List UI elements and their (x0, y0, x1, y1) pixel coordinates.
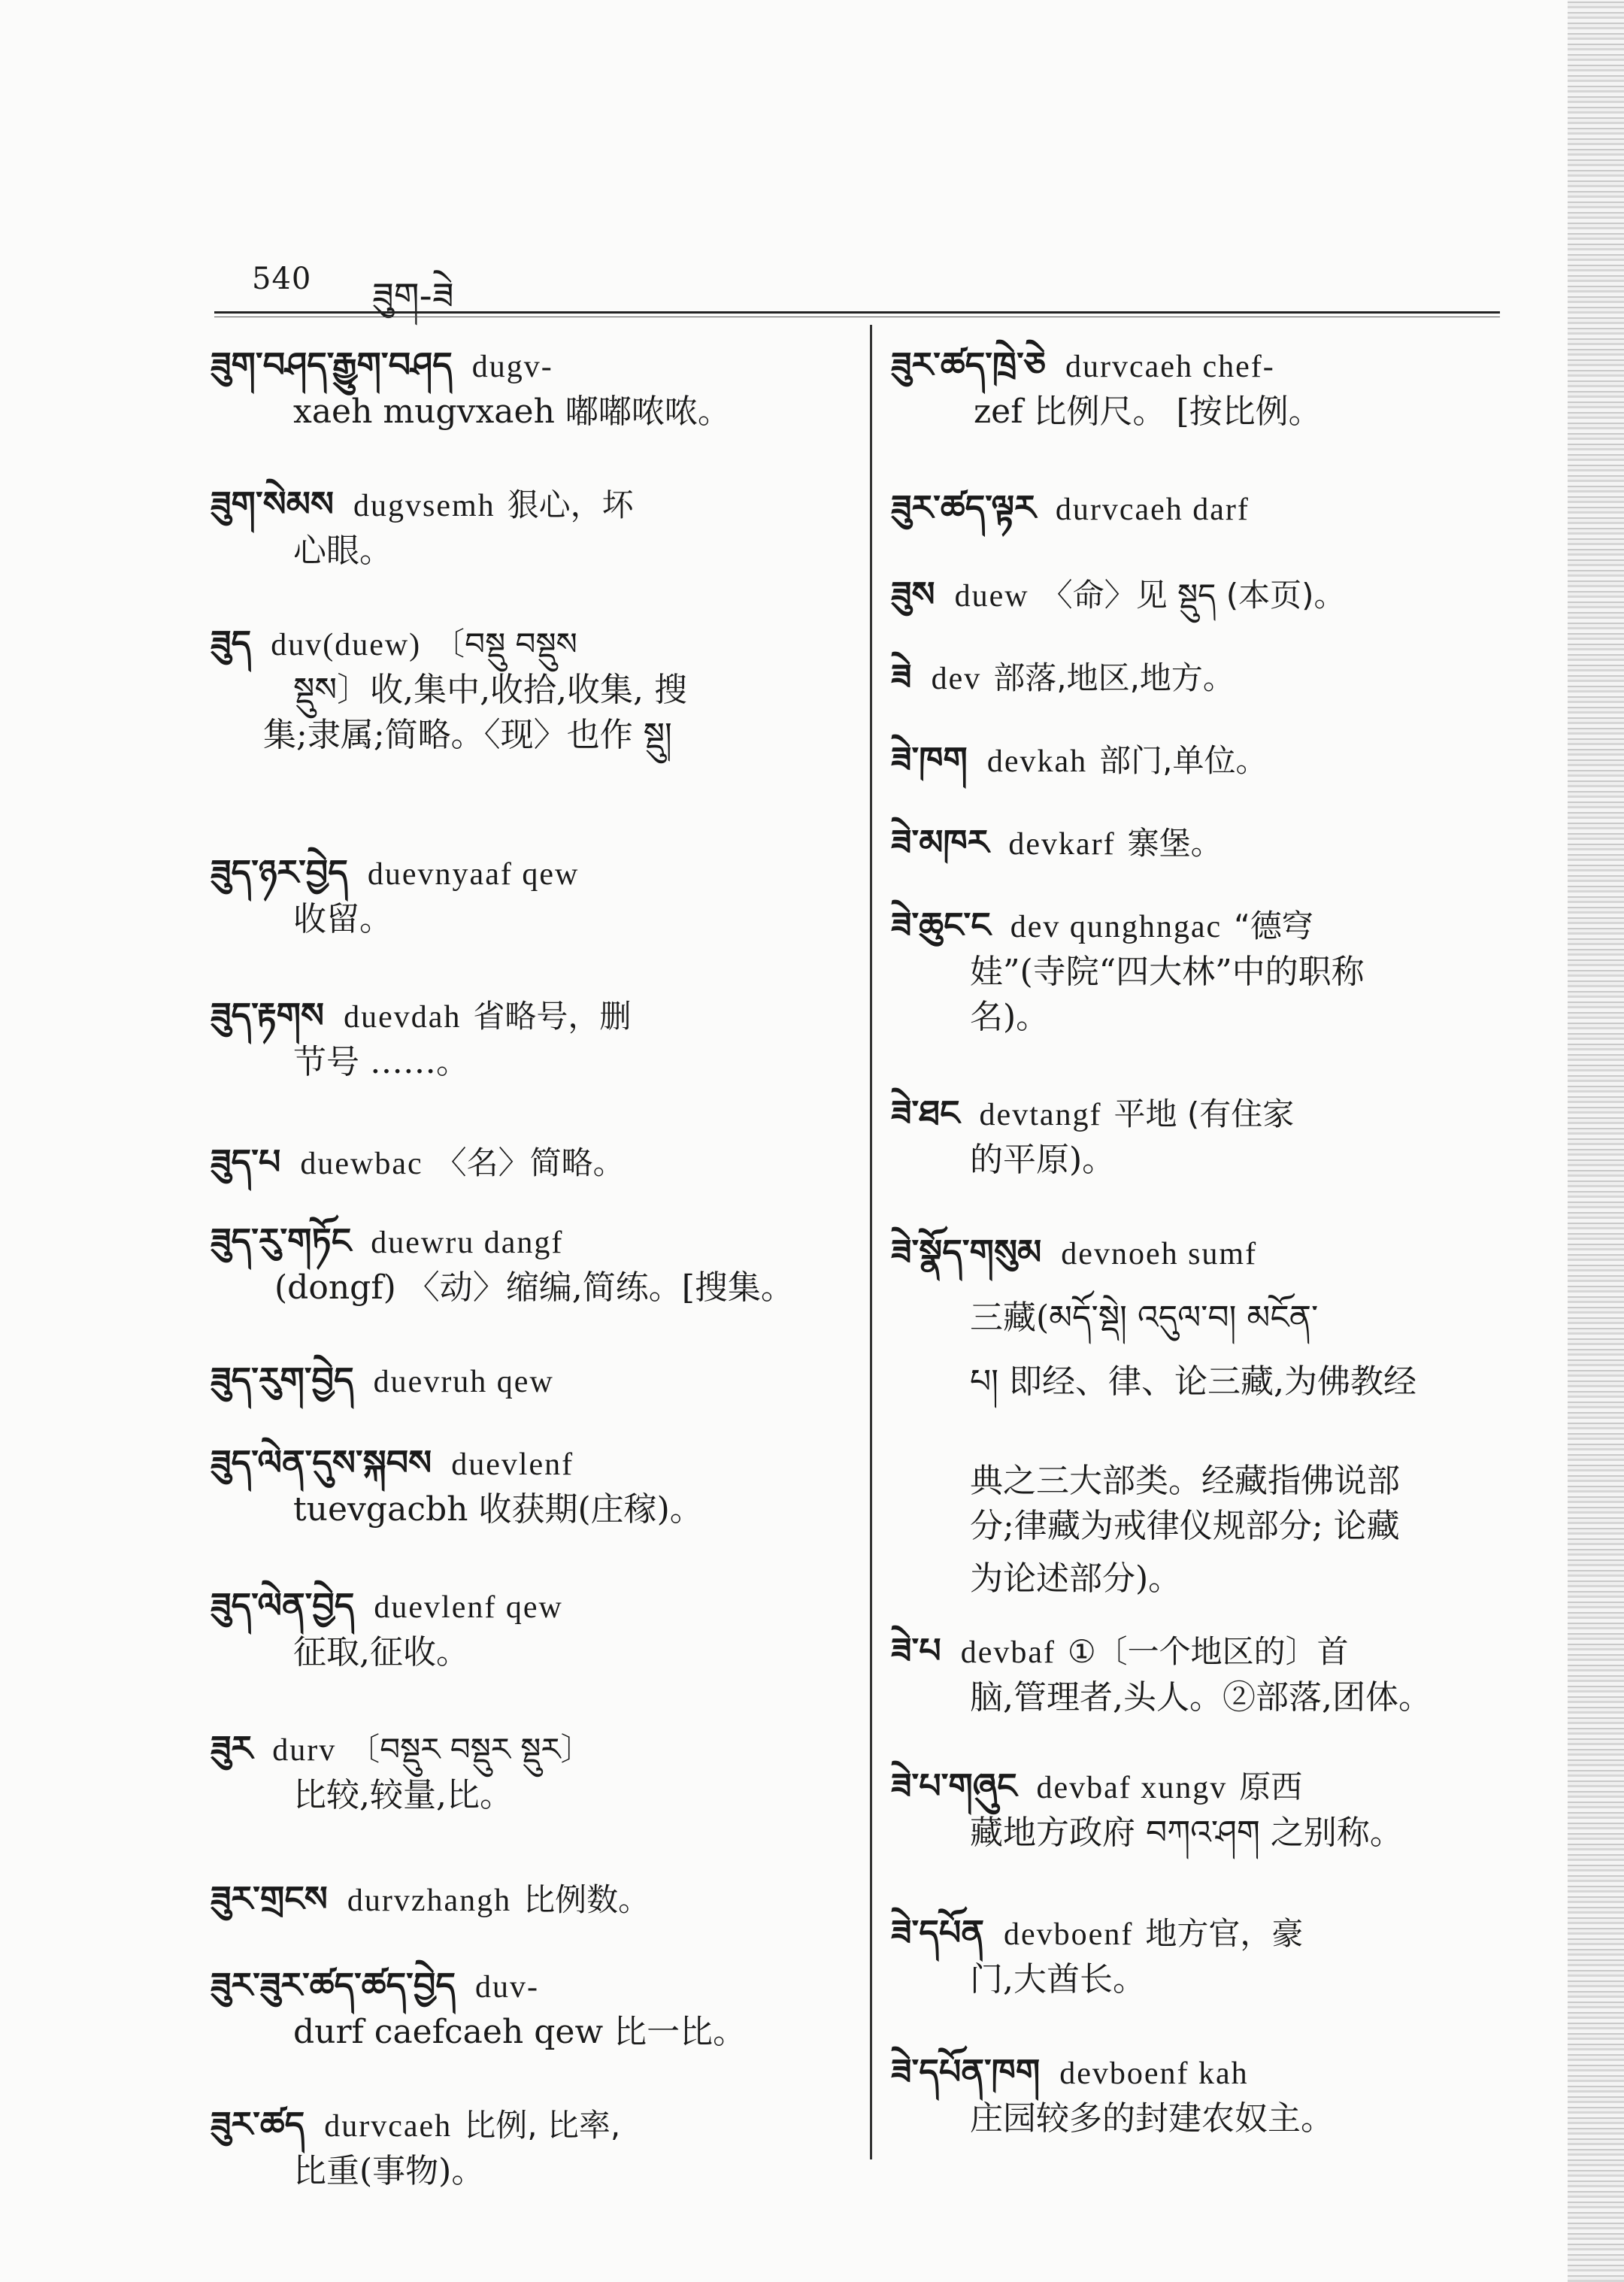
entry-romanization: devboenf kah (1059, 2056, 1249, 2091)
entry-headword: ཟུག་བཤད་རྒྱུག་བཤད (211, 344, 453, 385)
entry-definition: 寨堡。 (1127, 825, 1223, 862)
dictionary-entry (891, 902, 1515, 1040)
entry-headword: ཟེ་པ (891, 1630, 941, 1671)
entry-headword: ཟུར་ཚད་ཁྲེ་ཅེ (891, 344, 1047, 385)
entry-romanization: duevlenf (451, 1447, 574, 1482)
entry-definition: 平地 (有住家 (1113, 1096, 1295, 1132)
entry-romanization: durvzhangh (347, 1883, 512, 1918)
entry-definition: ①〔一个地区的〕首 (1067, 1633, 1349, 1670)
dictionary-entry (211, 1962, 857, 2055)
running-head: ཟུག-ཟེ (372, 275, 454, 317)
dictionary-entry (891, 1459, 1515, 1549)
entry-continuation: 名)。 (970, 998, 1050, 1036)
entry-headword: ཟེ་ཁག (891, 739, 968, 780)
dictionary-entry (891, 485, 1515, 532)
page-edge-shadow (1568, 0, 1624, 2282)
entry-headword: ཟུད་ཉར་བྱེད (211, 852, 348, 892)
dictionary-entry (891, 820, 1515, 867)
entry-continuation: 的平原)。 (970, 1141, 1116, 1179)
entry-headword: ཟེ (891, 656, 912, 697)
entry-continuation: 庄园较多的封建农奴主。 (970, 2099, 1334, 2138)
entry-romanization: devtangf (979, 1098, 1102, 1132)
entry-headword: ཟེ་ཆུང་ང (891, 905, 991, 945)
dictionary-entry (891, 1090, 1515, 1183)
entry-headword: ཟེ་ཐང (891, 1093, 960, 1133)
dictionary-entry (891, 1229, 1515, 1405)
entry-continuation: 藏地方政府 བཀའ་ཤག 之别称。 (970, 1814, 1403, 1852)
entry-romanization: dugv- (471, 350, 553, 384)
entry-continuation: 门,大酋长。 (970, 1960, 1146, 1999)
entry-definition: 〔བསྡུར བསྡུར སྡུར〕 (348, 1731, 592, 1768)
entry-continuation: 三藏(མདོ་སྡེ། འདུལ་བ། མངོན་ (970, 1299, 1319, 1337)
entry-romanization: devboenf (1004, 1917, 1134, 1952)
entry-definition: 地方官，豪 (1145, 1915, 1304, 1952)
entry-headword: ཟེ་སྣོད་གསུམ (891, 1232, 1042, 1272)
entry-romanization: devkah (986, 744, 1088, 779)
entry-definition: 狠心，坏 (507, 486, 634, 523)
entry-romanization: duv(duew) (271, 628, 422, 662)
entry-continuation: xaeh mugvxaeh 嘟嘟哝哝。 (293, 392, 731, 431)
entry-continuation: 比较,较量,比。 (293, 1776, 513, 1814)
entry-romanization: dev (931, 662, 982, 696)
entry-romanization: durvcaeh (324, 2109, 453, 2144)
entry-continuation: 比重(事物)。 (293, 2152, 485, 2190)
entry-headword: ཟུག་སེམས (211, 483, 334, 524)
dictionary-entry (211, 850, 857, 942)
entry-definition: 部落,地区,地方。 (993, 659, 1235, 696)
entry-romanization: duevruh qew (373, 1365, 554, 1399)
entry-headword: ཟེ་དཔོན་ཁག (891, 2051, 1041, 2092)
entry-continuation: zef 比例尺。 [按比例。 (974, 392, 1322, 431)
entry-headword: ཟུད་རུ་གཏོང (211, 1220, 352, 1261)
dictionary-entry (211, 481, 857, 574)
entry-definition: 〔བསྡུ བསྡུས (433, 626, 577, 662)
entry-romanization: duewru dangf (371, 1226, 564, 1260)
entry-definition: 原西 (1239, 1768, 1303, 1805)
entry-romanization: duevdah (344, 1000, 462, 1035)
dictionary-entry (891, 571, 1515, 619)
dictionary-entry (211, 1876, 857, 1923)
entry-headword: ཟུར་ཟུར་ཚད་ཚད་བྱེད (211, 1965, 456, 2005)
dictionary-entry (211, 620, 857, 758)
entry-romanization: dev qunghngac (1010, 910, 1223, 944)
dictionary-entry (891, 1628, 1515, 1720)
entry-definition: 〈命〉见 སྡུད (本页)。 (1041, 577, 1346, 614)
entry-headword: ཟུད་ལེན་དུས་སྐབས (211, 1442, 432, 1483)
entry-headword: ཟུད (211, 623, 252, 663)
entry-headword: ཟུར་ཚད་ལྟར (891, 487, 1036, 528)
entry-continuation: 心眼。 (293, 532, 392, 570)
entry-headword: ཟུར (211, 1728, 253, 1768)
entry-continuation: 脑,管理者,头人。②部落,团体。 (970, 1678, 1432, 1717)
entry-definition: 〈名〉简略。 (435, 1144, 625, 1181)
entry-romanization: duevnyaaf qew (367, 857, 580, 892)
dictionary-entry (891, 654, 1515, 702)
entry-continuation: durf caefcaeh qew 比一比。 (293, 2013, 747, 2051)
entry-continuation: 节号 ……。 (293, 1043, 469, 1081)
entry-romanization: duv- (474, 1970, 539, 2005)
entry-headword: ཟུས (891, 574, 935, 614)
dictionary-entry (891, 1763, 1515, 1856)
dictionary-entry (211, 1218, 857, 1311)
entry-romanization: duewbac (300, 1147, 423, 1181)
dictionary-entry (211, 993, 857, 1085)
entry-definition: 部门,单位。 (1099, 742, 1268, 779)
entry-continuation: 为论述部分)。 (970, 1559, 1182, 1598)
dictionary-entry (891, 737, 1515, 784)
dictionary-entry (891, 2049, 1515, 2141)
header-rule (214, 311, 1500, 314)
entry-continuation: 分;律藏为戒律仪规部分; 论藏 (970, 1507, 1400, 1545)
dictionary-entry (891, 342, 1515, 435)
entry-headword: ཟུར་གྲངས (211, 1878, 328, 1919)
dictionary-entry (891, 1910, 1515, 2002)
entry-continuation: (dongf) 〈动〉缩编,简练。[搜集。 (274, 1268, 794, 1307)
column-divider (870, 325, 872, 2159)
page-number: 540 (252, 262, 312, 296)
entry-headword: ཟེ་དཔོན (891, 1912, 985, 1953)
entry-romanization: devbaf (960, 1635, 1056, 1670)
entry-definition: 比例数。 (523, 1881, 650, 1918)
entry-continuation: པ། 即经、律、论三藏,为佛教经 (970, 1362, 1416, 1401)
entry-romanization: duew (954, 579, 1029, 614)
entry-continuation: 征取,征收。 (293, 1633, 469, 1671)
entry-headword: ཟུད་ལེན་བྱེད (211, 1585, 355, 1626)
entry-definition: 比例, 比率, (464, 2107, 621, 2144)
entry-romanization: dugvsemh (353, 489, 495, 523)
dictionary-entry (211, 342, 857, 435)
dictionary-entry (211, 1139, 857, 1186)
entry-romanization: devbaf xungv (1036, 1771, 1228, 1805)
entry-headword: ཟུར་ཚད (211, 2104, 305, 2144)
dictionary-entry (211, 1726, 857, 1818)
dictionary-entry (211, 1357, 857, 1405)
dictionary-entry (211, 1583, 857, 1675)
entry-definition: “德穹 (1234, 908, 1313, 944)
entry-headword: ཟུད་རུག་བྱེད (211, 1359, 354, 1400)
entry-continuation: tuevgacbh 收获期(庄稼)。 (293, 1490, 703, 1529)
entry-headword: ཟེ་པ་གཞུང (891, 1765, 1017, 1806)
entry-headword: ཟེ་མཁར (891, 822, 989, 862)
entry-continuation: 典之三大部类。经藏指佛说部 (970, 1462, 1400, 1500)
entry-continuation: 收留。 (293, 900, 392, 938)
page-header (252, 256, 1500, 317)
entry-romanization: duevlenf qew (374, 1590, 563, 1625)
entry-romanization: durv (272, 1733, 337, 1768)
entry-continuation: 集;隶属;简略。〈现〉也作 སྡུ། (263, 716, 672, 754)
entry-headword: ཟུད་པ (211, 1141, 281, 1182)
entry-romanization: devkarf (1008, 827, 1116, 862)
entry-continuation: སྡུས〕收,集中,收拾,收集, 搜 (293, 671, 688, 709)
entry-romanization: durvcaeh chef- (1065, 350, 1275, 384)
entry-romanization: durvcaeh darf (1055, 492, 1250, 527)
entry-continuation: 娃”(寺院“四大林”中的职称 (970, 953, 1365, 991)
entry-definition: 省略号，删 (473, 998, 632, 1035)
entry-headword: ཟུད་རྟགས (211, 995, 325, 1035)
dictionary-entry (211, 1440, 857, 1532)
dictionary-entry (211, 2102, 857, 2194)
dictionary-entry (891, 1556, 1515, 1602)
entry-romanization: devnoeh sumf (1061, 1237, 1258, 1271)
